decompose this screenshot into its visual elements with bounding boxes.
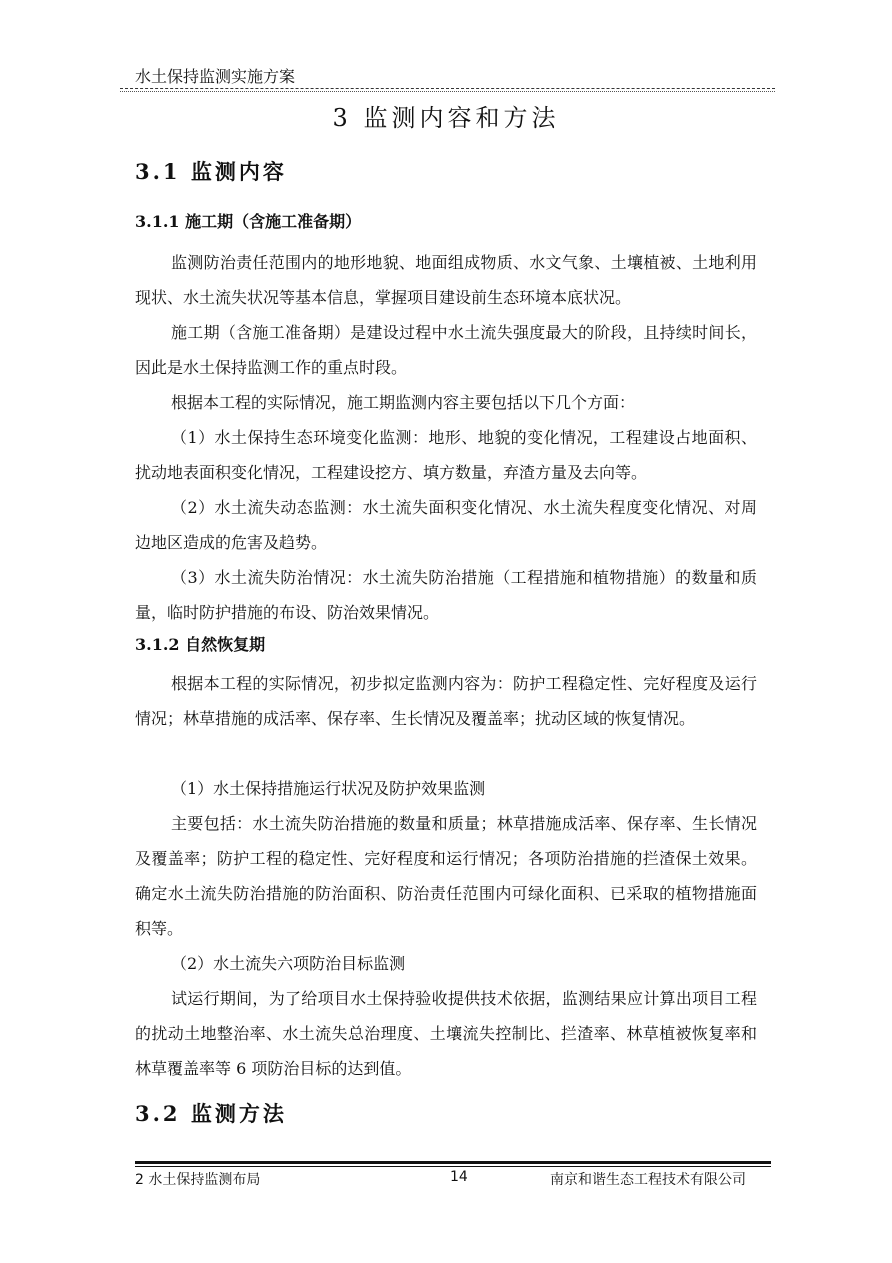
- footer-chapter-label: 2 水土保持监测布局: [135, 1172, 261, 1188]
- paragraph: 根据本工程的实际情况，施工期监测内容主要包括以下几个方面：: [171, 393, 636, 412]
- list-item-paragraph: （3）水土流失防治情况：水土流失防治措施（工程措施和植物措施）的数量和质量，临时防护措施的布设、防治效果情况。: [135, 568, 757, 622]
- paragraph: 主要包括：水土流失防治措施的数量和质量；林草措施成活率、保存率、生长情况及覆盖率；防护工程的稳定性、完好程度和运行情况；各项防治措施的拦渣保土效果。确定水土流失防治措施的防治面积、防治责任范围内可绿化面积、已采取的植物措施面积等。: [135, 814, 757, 938]
- list-item-paragraph: （1）水土保持生态环境变化监测：地形、地貌的变化情况，工程建设占地面积、扰动地表面积变化情况，工程建设挖方、填方数量，弃渣方量及去向等。: [135, 428, 757, 482]
- paragraph: 监测防治责任范围内的地形地貌、地面组成物质、水文气象、土壤植被、土地利用现状、水土流失状况等基本信息，掌握项目建设前生态环境本底状况。: [135, 253, 757, 307]
- section-heading-3-2: 3.2 监测方法: [135, 1101, 287, 1126]
- paragraph: 试运行期间，为了给项目水土保持验收提供技术依据，监测结果应计算出项目工程的扰动土地整治率、水土流失总治理度、土壤流失控制比、拦渣率、林草植被恢复率和林草覆盖率等 6 项防治目标的达到值。: [135, 989, 757, 1078]
- paragraph: 根据本工程的实际情况，初步拟定监测内容为：防护工程稳定性、完好程度及运行情况；林草措施的成活率、保存率、生长情况及覆盖率；扰动区域的恢复情况。: [135, 674, 757, 728]
- paragraph: 施工期（含施工准备期）是建设过程中水土流失强度最大的阶段，且持续时间长，因此是水土保持监测工作的重点时段。: [135, 323, 757, 377]
- footer-rule-thick: [135, 1161, 771, 1164]
- subsection-heading-3-1-1: 3.1.1 施工期（含施工准备期）: [135, 212, 362, 231]
- header-rule: [120, 88, 775, 89]
- section-heading-3-1: 3.1 监测内容: [135, 159, 287, 184]
- header-rule-secondary: [120, 91, 775, 92]
- list-item-paragraph: （2）水土流失六项防治目标监测: [171, 954, 406, 973]
- footer-company-name: 南京和谐生态工程技术有限公司: [550, 1172, 746, 1188]
- subsection-heading-3-1-2: 3.1.2 自然恢复期: [135, 635, 266, 654]
- list-item-paragraph: （2）水土流失动态监测：水土流失面积变化情况、水土流失程度变化情况、对周边地区造成的危害及趋势。: [135, 498, 757, 552]
- list-item-paragraph: （1）水土保持措施运行状况及防护效果监测: [171, 779, 486, 798]
- running-header-title: 水土保持监测实施方案: [135, 67, 296, 86]
- page-number: 14: [450, 1169, 468, 1185]
- chapter-title: 3 监测内容和方法: [332, 104, 560, 132]
- footer-rule-thin: [135, 1166, 771, 1167]
